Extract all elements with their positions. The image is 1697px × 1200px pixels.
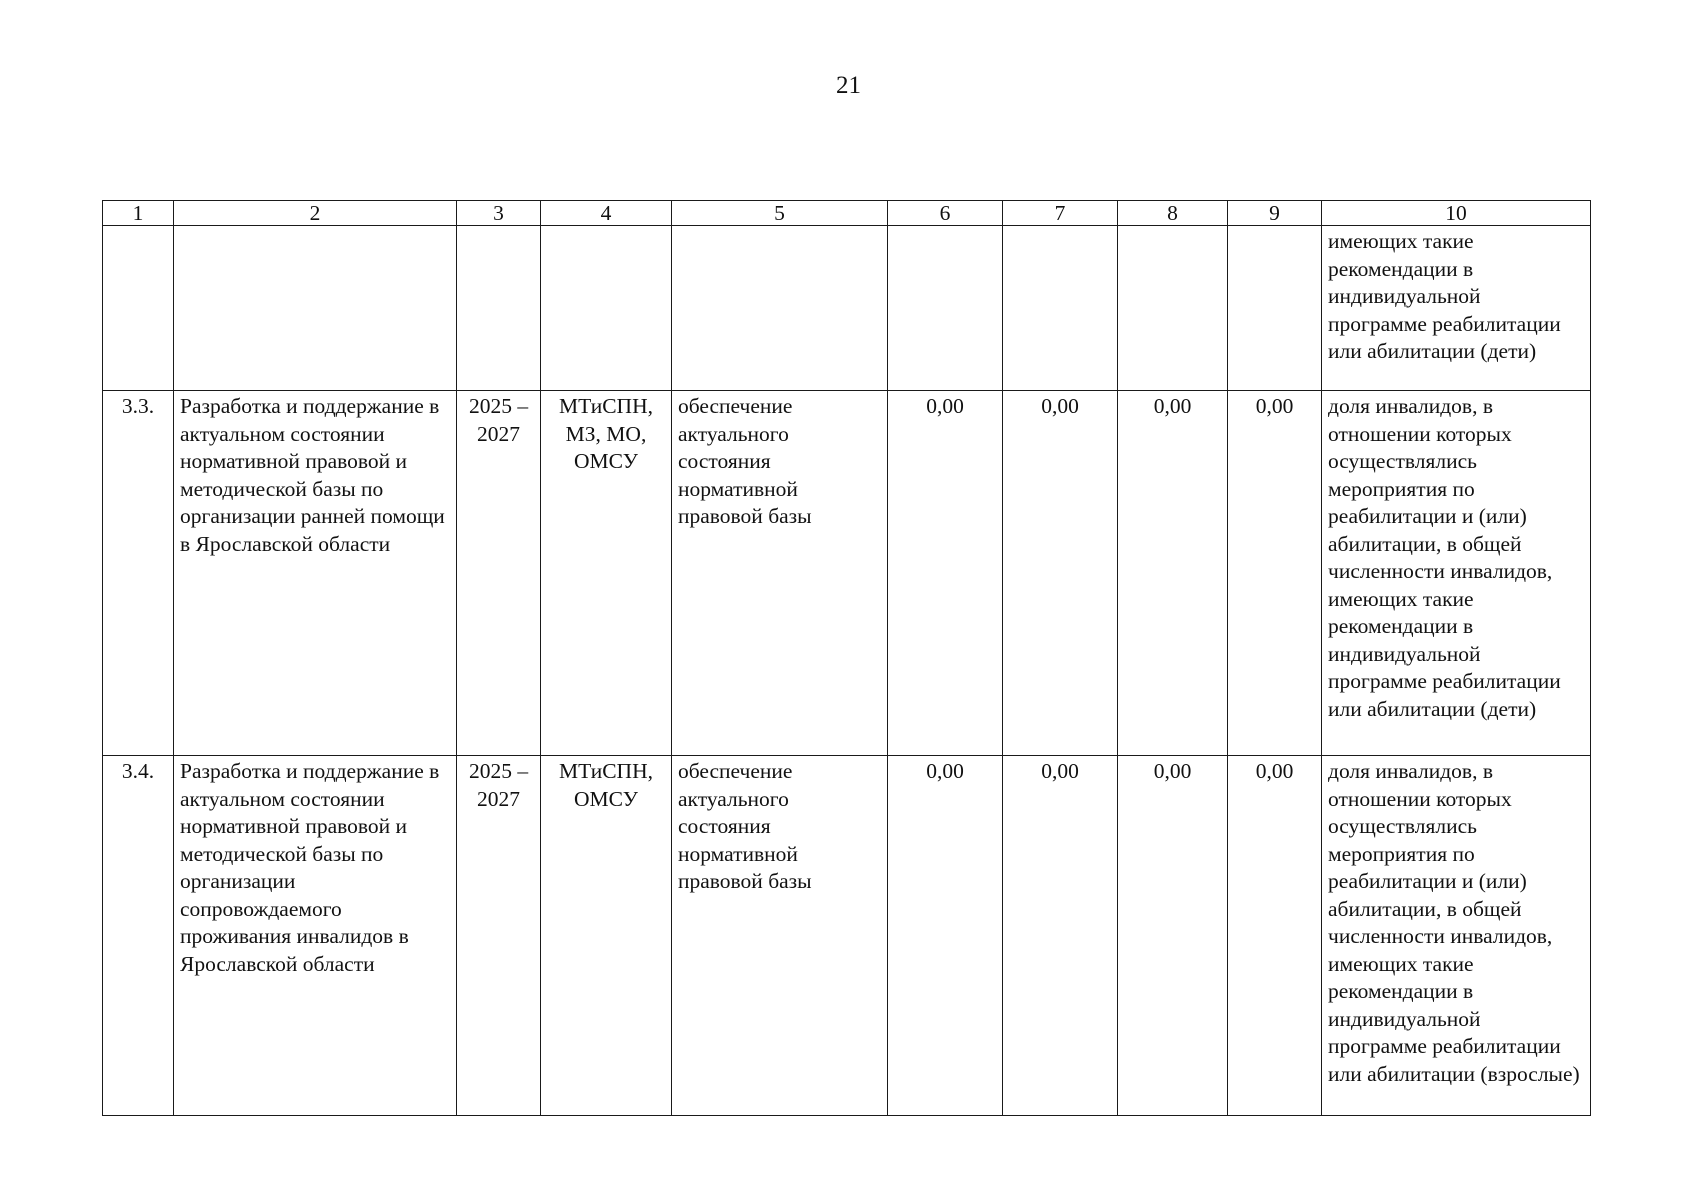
table-row	[103, 756, 1591, 1116]
indicator-cell: имеющих такие рекомендации в индивидуальной программе реабилитации или абилитации (дети)	[1322, 226, 1591, 391]
table-cell	[1003, 226, 1118, 391]
column-header-10: 10	[1322, 201, 1591, 226]
table-row	[103, 391, 1591, 756]
value-col-8: 0,00	[1118, 756, 1228, 1116]
value-col-6: 0,00	[888, 756, 1003, 1116]
activity-name: Разработка и поддержание в актуальном состоянии нормативной правовой и методической базы по организации сопровождаемого проживания инвалидов в Ярославской области	[174, 756, 457, 1116]
row-number: 3.4.	[103, 756, 174, 1116]
column-header-2: 2	[174, 201, 457, 226]
executors-cell: МТиСПН, МЗ, МО, ОМСУ	[541, 391, 672, 756]
table-cell	[888, 226, 1003, 391]
page-number: 21	[836, 72, 861, 99]
period-cell: 2025 – 2027	[457, 391, 541, 756]
period-cell: 2025 – 2027	[457, 756, 541, 1116]
column-header-1: 1	[103, 201, 174, 226]
column-header-9: 9	[1228, 201, 1322, 226]
table-cell	[541, 226, 672, 391]
table-cell	[174, 226, 457, 391]
executors-cell: МТиСПН, ОМСУ	[541, 756, 672, 1116]
table-cell	[672, 226, 888, 391]
row-number: 3.3.	[103, 391, 174, 756]
column-header-7: 7	[1003, 201, 1118, 226]
column-header-8: 8	[1118, 201, 1228, 226]
column-header-6: 6	[888, 201, 1003, 226]
value-col-6: 0,00	[888, 391, 1003, 756]
value-col-8: 0,00	[1118, 391, 1228, 756]
result-cell: обеспечение актуального состояния нормативной правовой базы	[672, 756, 888, 1116]
value-col-7: 0,00	[1003, 391, 1118, 756]
column-header-5: 5	[672, 201, 888, 226]
table-cell	[1118, 226, 1228, 391]
value-col-9: 0,00	[1228, 756, 1322, 1116]
table-cell	[457, 226, 541, 391]
value-col-7: 0,00	[1003, 756, 1118, 1116]
table-cell	[103, 226, 174, 391]
continuation-row	[103, 226, 1591, 391]
table-cell	[1228, 226, 1322, 391]
activity-name: Разработка и поддержание в актуальном состоянии нормативной правовой и методической базы по организации ранней помощи в Ярославской области	[174, 391, 457, 756]
plan-table	[102, 200, 1591, 1116]
indicator-cell: доля инвалидов, в отношении которых осуществлялись мероприятия по реабилитации и (или) абилитации, в общей численности инвалидов, имеющих такие рекомендации в индивидуальной программе реабилитации или абилитации (взрослые)	[1322, 756, 1591, 1116]
indicator-cell: доля инвалидов, в отношении которых осуществлялись мероприятия по реабилитации и (или) абилитации, в общей численности инвалидов, имеющих такие рекомендации в индивидуальной программе реабилитации или абилитации (дети)	[1322, 391, 1591, 756]
column-header-4: 4	[541, 201, 672, 226]
result-cell: обеспечение актуального состояния нормативной правовой базы	[672, 391, 888, 756]
column-header-3: 3	[457, 201, 541, 226]
value-col-9: 0,00	[1228, 391, 1322, 756]
header-row	[103, 201, 1591, 226]
